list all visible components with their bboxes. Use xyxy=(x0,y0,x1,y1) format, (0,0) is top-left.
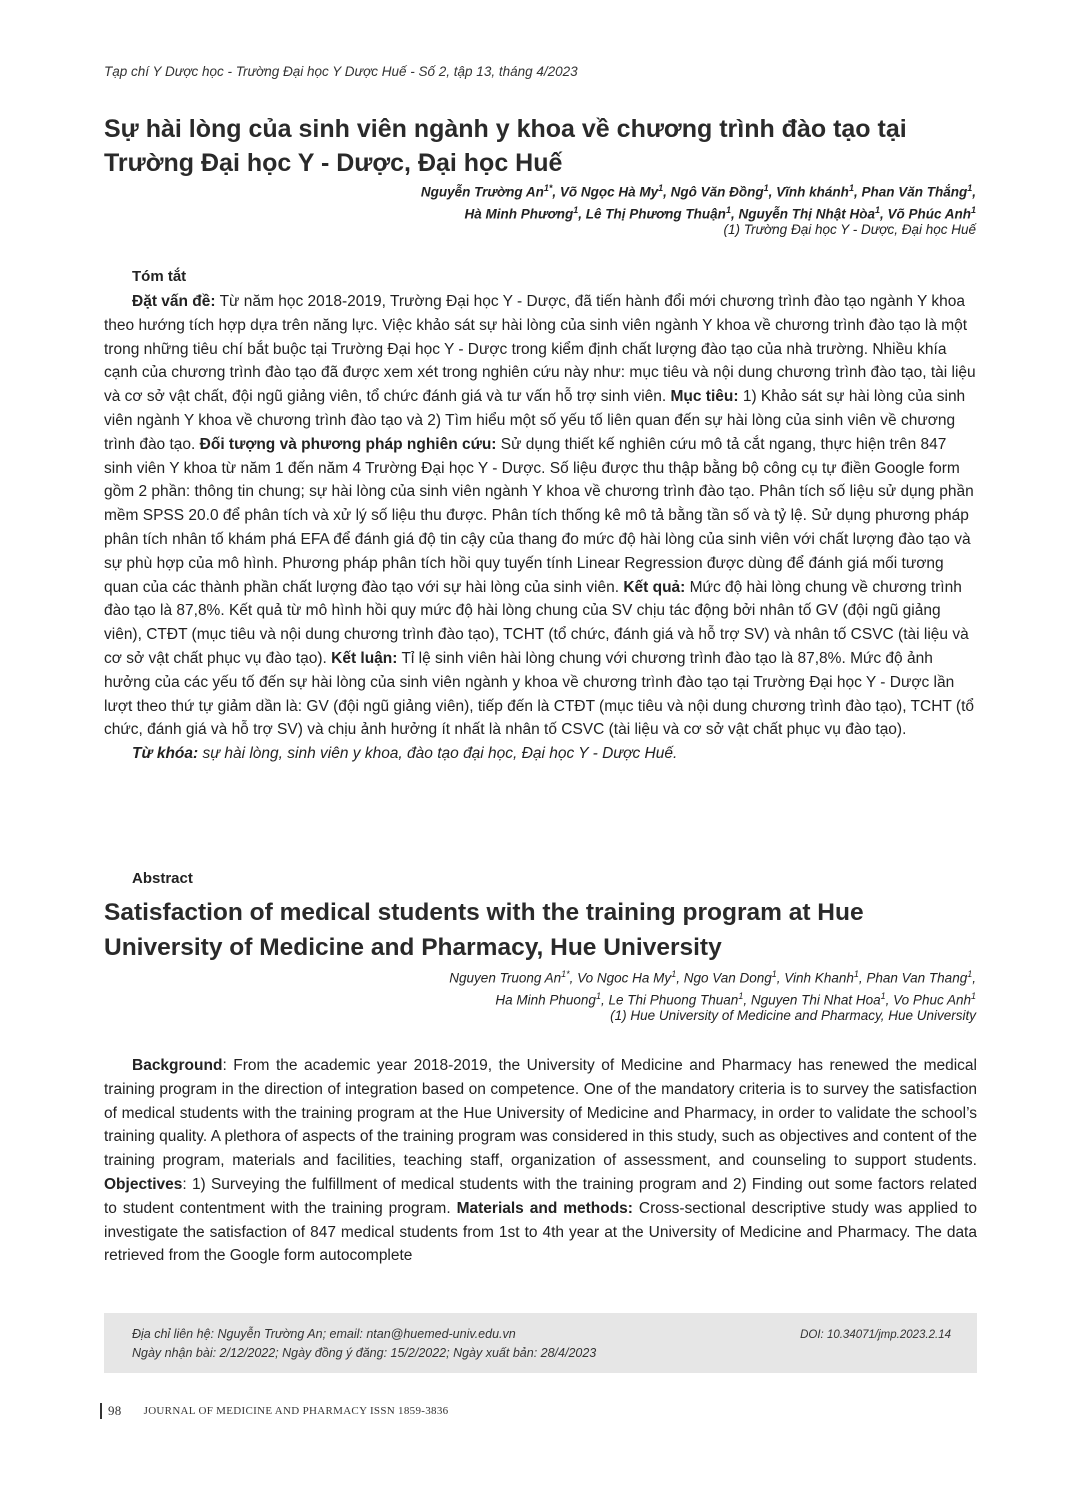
authors-vi-line-2: Hà Minh Phương$^1$, Lê Thị Phương Thuận$^1$, Nguyễn Thị Nhật Hòa$^1$, Võ Phúc Anh$^1$ xyxy=(464,205,976,222)
contact-info: Địa chỉ liên hệ: Nguyễn Trường An; email: ntan@huemed-univ.edu.vn xyxy=(132,1327,516,1341)
objective-text-vi: 1) Khảo sát sự hài lòng của sinh viên ngành Y khoa về chương trình đào tạo và 2) Tìm hiểu một số yếu tố liên quan đến sự hài lòng của sinh viên về chương trình đào tạo. xyxy=(104,388,966,453)
conclusion-text-vi: Tỉ lệ sinh viên hài lòng chung với chương trình đào tạo là 87,8%. Mức độ ảnh hưởng của các yếu tố đến sự hài lòng của sinh viên ngành y khoa về chương trình đào tạo tại Trường Đại học Y - Dược lần lượt theo thứ tự giảm dần là: GV (đội ngũ giảng viên), tiếp đến là CTĐT (mục tiêu và nội dung chương trình đào tạo), TCHT (tổ chức, đánh giá và hỗ trợ SV) và chịu ảnh hưởng ít nhất là nhân tố CSVC (tài liệu và cơ sở vật chất phục vụ đào tạo). xyxy=(104,649,974,739)
results-label-vi: Kết quả: xyxy=(623,578,686,596)
summary-heading: Tóm tắt xyxy=(132,268,187,285)
page-footer xyxy=(100,1403,448,1419)
publication-dates: Ngày nhận bài: 2/12/2022; Ngày đồng ý đăng: 15/2/2022; Ngày xuất bản: 28/4/2023 xyxy=(132,1346,597,1360)
objectives-text-en: : 1) Surveying the fulfillment of medical students with the training program and 2) Finding out some factors related to student contentment with the training program. xyxy=(104,1175,977,1217)
methods-label-en: Materials and methods: xyxy=(456,1199,633,1217)
keywords-label-vi: Từ khóa: xyxy=(132,745,199,763)
background-label-en: Background xyxy=(132,1057,223,1074)
journal-header: Tạp chí Y Dược học - Trường Đại học Y Dược Huế - Số 2, tập 13, tháng 4/2023 xyxy=(104,64,578,79)
objective-label-vi: Mục tiêu: xyxy=(670,388,739,406)
abstract-en-paragraph xyxy=(104,1054,977,1268)
authors-vi-line-1: Nguyễn Trường $An^{1*}$, Võ Ngọc Hà My$^1$, Ngô Văn Đồng$^1$, Vĩnh khánh$^1$, Phan Văn Thắng$^1$, xyxy=(420,183,976,200)
background-text-en: : From the academic year 2018-2019, the University of Medicine and Pharmacy has renewed the medical training program in the direction of integration based on competence. One of the mandatory criteria is to survey the satisfaction of medical students with the training program at the Hue University of Medicine and Pharmacy, in order to validate the school’s training quality. A plethora of aspects of the training program was considered in this study, such as objectives and content of the training program, materials and facilities, teaching staff, organization of assessment, and counseling to support students. xyxy=(104,1057,977,1170)
authors-en-line-2: Ha Minh Phuong$^1$, Le Thi Phuong Thuan$^1$, Nguyen Thi Nhat Hoa$^1$, Vo Phuc Anh$^1$ xyxy=(495,991,976,1008)
title-en xyxy=(104,895,984,965)
title-en-line-1: Satisfaction of medical students with the training program at Hue xyxy=(104,899,864,926)
objectives-label-en: Objectives xyxy=(104,1175,183,1193)
title-en-line-2: University of Medicine and Pharmacy, Hue University xyxy=(104,934,722,961)
footer-divider xyxy=(100,1403,102,1419)
background-label-vi: Đặt vấn đề: xyxy=(132,293,216,310)
abstract-vi xyxy=(104,290,977,766)
abstract-en xyxy=(104,1054,977,1268)
methods-text-vi: Sử dụng thiết kế nghiên cứu mô tả cắt ngang, thực hiện trên 847 sinh viên Y khoa từ năm 1 đến năm 4 Trường Đại học Y - Dược. Số liệu được thu thập bằng bộ công cụ tự điền Google form gồm 2 phần: thông tin chung; sự hài lòng của sinh viên ngành Y khoa về chương trình đào tạo. Phân tích số liệu sử dụng phần mềm SPSS 20.0 để phân tích và xử lý số liệu thu được. Phân tích thống kê mô tả bằng tần số và tỷ lệ. Sử dụng phương pháp phân tích nhân tố khám phá EFA để đánh giá độ tin cậy của thang đo mức độ hài lòng của sinh viên với chất lượng đào tạo và sự phù hợp của mô hình. Phương pháp phân tích hồi quy tuyến tính Linear Regression được dùng để đánh giá mối tương quan của các thành phần chất lượng đào tạo với sự hài lòng của sinh viên. xyxy=(104,435,974,596)
keywords-text-vi: sự hài lòng, sinh viên y khoa, đào tạo đại học, Đại học Y - Dược Huế. xyxy=(198,745,678,763)
keywords-vi xyxy=(104,742,977,766)
affiliation-en: (1) Hue University of Medicine and Pharmacy, Hue University xyxy=(610,1008,976,1023)
abstract-vi-paragraph xyxy=(104,290,977,742)
title-vi-line-2: Trường Đại học Y - Dược, Đại học Huế xyxy=(104,149,563,177)
affiliation-vi: (1) Trường Đại học Y - Dược, Đại học Huế xyxy=(723,222,976,237)
footer-box xyxy=(104,1313,977,1373)
results-text-vi: Mức độ hài lòng chung về chương trình đào tạo là 87,8%. Kết quả từ mô hình hồi quy mức độ hài lòng chung của SV chịu tác động bởi nhân tố GV (đội ngũ giảng viên), CTĐT (mục tiêu và nội dung chương trình đào tạo), TCHT (tổ chức, đánh giá và hỗ trợ SV) và nhân tố CSVC (tài liệu và cơ sở vật chất phục vụ đào tạo). xyxy=(104,578,969,667)
background-text-vi: Từ năm học 2018-2019, Trường Đại học Y - Dược, đã tiến hành đổi mới chương trình đào tạo ngành Y khoa theo hướng tích hợp dựa trên năng lực. Việc khảo sát sự hài lòng của sinh viên ngành Y khoa về chương trình đào tạo là một trong những tiêu chí bắt buộc tại Trường Đại học Y - Dược trong kiểm định chất lượng đào tạo của nhà trường. Nhiều khía cạnh của chương trình đào tạo đã được xem xét trong nghiên cứu này như: mục tiêu và nội dung chương trình đào tạo, tài liệu và cơ sở vật chất, đội ngũ giảng viên, tổ chức đánh giá và tư vấn hỗ trợ sinh viên. xyxy=(104,293,976,406)
doi: DOI: 10.34071/jmp.2023.2.14 xyxy=(800,1329,951,1341)
title-vi-line-1: Sự hài lòng của sinh viên ngành y khoa về chương trình đào tạo tại xyxy=(104,115,907,143)
journal-name: JOURNAL OF MEDICINE AND PHARMACY ISSN 1859-3836 xyxy=(143,1405,449,1417)
conclusion-label-vi: Kết luận: xyxy=(331,649,398,667)
methods-label-vi: Đối tượng và phương pháp nghiên cứu: xyxy=(199,435,497,453)
title-vi xyxy=(104,112,984,180)
authors-en-line-1: Nguyen Truong $An^{1*}$, Vo Ngoc Ha My$^1$, Ngo Van Dong$^1$, Vinh Khanh$^1$, Phan Van Thang$^1$, xyxy=(449,969,976,986)
methods-text-en: Cross-sectional descriptive study was applied to investigate the satisfaction of 847 medical students from 1st to 4th year at the University of Medicine and Pharmacy. The data retrieved from the Google form autocomplete xyxy=(104,1199,977,1265)
abstract-heading: Abstract xyxy=(132,870,193,887)
page-number: 98 xyxy=(108,1403,122,1418)
